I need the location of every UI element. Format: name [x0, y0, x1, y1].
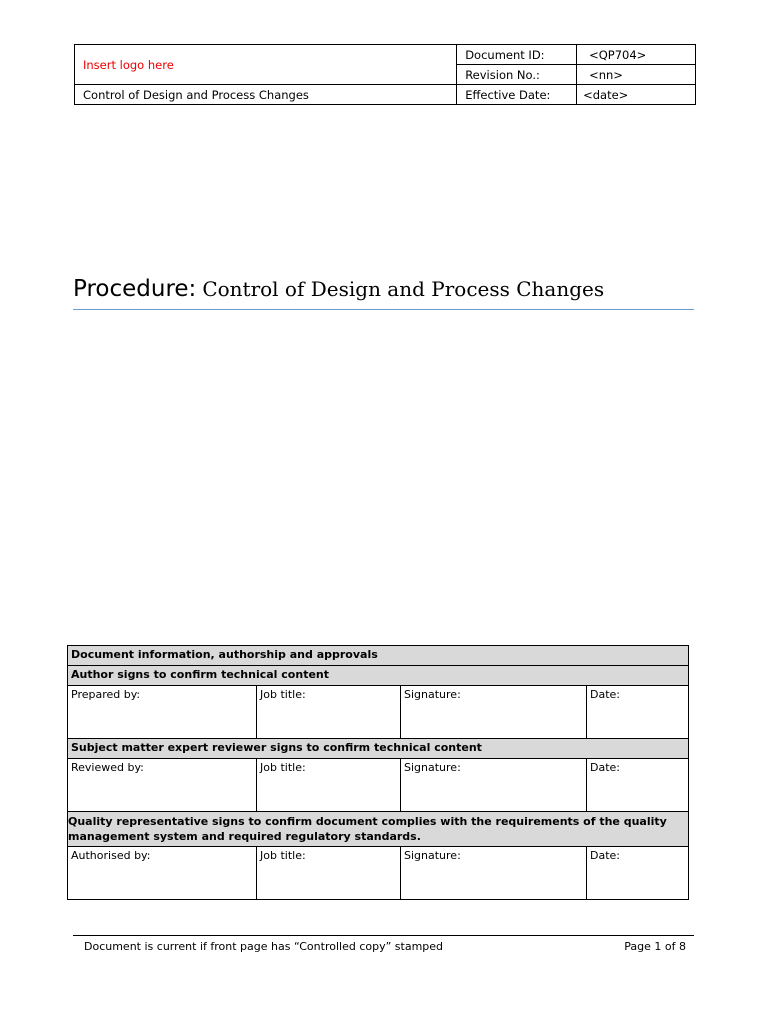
effective-date-label: Effective Date: — [457, 85, 577, 105]
document-id-label: Document ID: — [457, 45, 577, 65]
reviewed-by-field: Reviewed by: — [68, 759, 257, 812]
footer-divider — [73, 935, 694, 936]
prepared-by-field: Prepared by: — [68, 686, 257, 739]
author-date-field: Date: — [587, 686, 689, 739]
approvals-table — [67, 645, 689, 900]
reviewer-date-field: Date: — [587, 759, 689, 812]
quality-job-title-field: Job title: — [257, 847, 401, 900]
document-header-table — [74, 44, 696, 105]
procedure-title — [73, 276, 694, 302]
document-id-value: <QP704> — [577, 45, 696, 65]
quality-section-heading: Quality representative signs to confirm document complies with the requirements of the quality management system and required regulatory standards. — [68, 812, 689, 847]
title-divider — [73, 309, 694, 310]
page-number: Page 1 of 8 — [624, 940, 686, 953]
authorised-by-field: Authorised by: — [68, 847, 257, 900]
author-job-title-field: Job title: — [257, 686, 401, 739]
author-signature-field: Signature: — [401, 686, 587, 739]
footer-note: Document is current if front page has “Controlled copy” stamped — [84, 940, 444, 953]
procedure-label: Procedure: — [73, 276, 197, 302]
procedure-name: Control of Design and Process Changes — [202, 277, 605, 301]
header-doc-title: Control of Design and Process Changes — [75, 85, 457, 105]
sme-section-heading: Subject matter expert reviewer signs to confirm technical content — [68, 739, 689, 759]
reviewer-job-title-field: Job title: — [257, 759, 401, 812]
logo-placeholder: Insert logo here — [75, 45, 457, 85]
effective-date-value: <date> — [577, 85, 696, 105]
reviewer-signature-field: Signature: — [401, 759, 587, 812]
quality-date-field: Date: — [587, 847, 689, 900]
quality-signature-field: Signature: — [401, 847, 587, 900]
author-section-heading: Author signs to confirm technical content — [68, 666, 689, 686]
approvals-heading: Document information, authorship and approvals — [68, 646, 689, 666]
revision-label: Revision No.: — [457, 65, 577, 85]
revision-value: <nn> — [577, 65, 696, 85]
